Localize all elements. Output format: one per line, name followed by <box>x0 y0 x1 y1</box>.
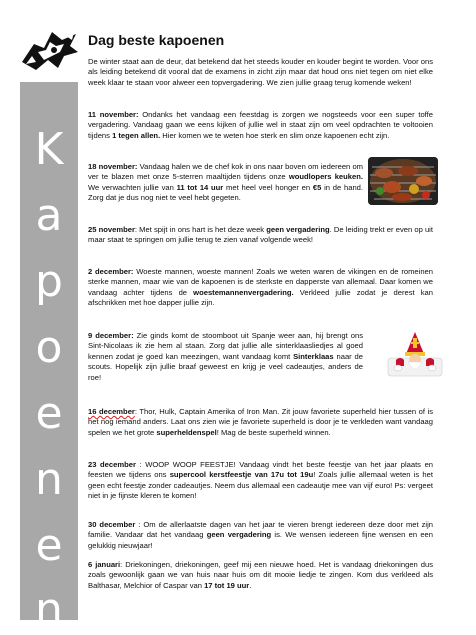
intro-text: De winter staat aan de deur, dat betekend dat het steeds kouder en kouder begint te worden. Voor ons als leiding betekend dit vooral dat de examens in zicht zijn maar dat houd ons niet tegen om niet elke week klaar te staan voor alweer een topvergadering. We zien jullie graag terug komende weken! <box>88 57 433 87</box>
entry-highlight: €5 <box>312 182 322 192</box>
sidebar-letter: n <box>35 584 63 635</box>
entry-highlight: superheldenspel <box>156 427 217 437</box>
sidebar-letter: e <box>35 520 63 571</box>
entry-text: We verwachten jullie van <box>88 182 177 192</box>
entry-jan-6 <box>88 560 433 591</box>
entry-highlight: 11 tot 14 uur <box>176 182 224 192</box>
bbq-grill-image <box>368 157 438 205</box>
sidebar-letter: p <box>35 256 63 307</box>
entry-dec-23 <box>88 460 433 502</box>
entry-date: 2 december: <box>88 267 134 276</box>
entry-text: : WOOP WOOP FEESTJE! Vandaag vindt het beste feestje van het jaar plaats en feesten we tijdens ons <box>88 460 434 480</box>
entry-text: is. We wensen iedereen fijne wensen en een gelukkig nieuwjaar! <box>88 530 433 550</box>
entry-nov-11 <box>88 110 433 141</box>
entry-date: 16 december <box>88 407 135 416</box>
sidebar-letter: n <box>35 454 63 505</box>
entry-text: Ondanks het vandaag een feestdag is zorgen we nogsteeds voor een super toffe vergadering. Vandaag gaan we eens kijken of jullie wel in staat zijn om veel opdrachten te voltooien tijdens <box>88 110 433 140</box>
entry-text: Verkleed jullie zodat je derest kan afschrikken met hoe dapper jullie zijn. <box>88 287 433 308</box>
entry-highlight: woudlopers keuken. <box>288 172 363 182</box>
sinterklaas-image <box>386 330 444 380</box>
entry-text: naar de scouts. Hopelijk zijn jullie braaf geweest en krijg je veel cadeautjes, anders de roe! <box>88 351 363 382</box>
entry-text: : Om de allerlaatste dagen van het jaar te vieren brengt iedereen deze door met zijn familie. Vandaar dat het vandaag <box>88 520 433 540</box>
entry-text: . De leiding trekt er even op uit maar staat te springen om jullie terug te zien vanaf volgende week! <box>88 225 433 245</box>
entry-text: Hier komen we te weten hoe sterk en slim onze kapoenen echt zijn. <box>160 130 390 140</box>
entry-highlight: supercool kerstfeestje van 17u tot 19u <box>169 470 314 480</box>
entry-dec-9 <box>88 331 363 383</box>
sidebar-letter: e <box>35 388 63 439</box>
entry-text: Woeste mannen, woeste mannen! Zoals we weten waren de vikingen en de romeinen sterke mannen, maar wie van de kapoenen is de sterkste en dapperste van allemaal. Daar komen we vandaag achter tijdens de <box>88 267 433 297</box>
entry-dec-16 <box>88 407 433 438</box>
entry-date: 23 december <box>88 460 136 469</box>
entry-dec-30 <box>88 520 433 551</box>
entry-date: 6 januari <box>88 560 121 569</box>
sidebar-letter: a <box>35 190 63 241</box>
entry-nov-25 <box>88 225 433 246</box>
entry-nov-18 <box>88 162 363 204</box>
intro-paragraph <box>88 57 433 88</box>
entry-text: in de hand. Zorg dat je dus nog niet te veel hebt gegeten. <box>88 182 364 203</box>
entry-text: Zie ginds komt de stoomboot uit Spanje weer aan, hij brengt ons Sint-Nicolaas ik zie hem al staan. Zorg dat jullie alle sinterklaasliedjes al goed kennen zodat je goed kan meezingen, want vandaag komt <box>88 331 363 361</box>
entry-date: 9 december: <box>88 331 134 340</box>
entry-date: 25 november <box>88 225 135 234</box>
entry-highlight: 17 tot 19 uur <box>204 580 250 590</box>
sidebar-letter: o <box>35 322 63 373</box>
entry-text: : Driekoningen, driekoningen, geef mij een nieuwe hoed. Het is vandaag driekoningen dus zoals gewoonlijk gaan we van huis naar huis om dit mooie liedje te zingen. Kom dus verkleed als Balthasar, Melchior of Caspar van <box>88 560 434 590</box>
entry-date: 30 december <box>88 520 136 529</box>
entry-text: : Thor, Hulk, Captain Amerika of Iron Man. Zit jouw favoriete superheld hier tussen of is het nog iemand anders. Laat ons zien wie je favoriete superheld is door je te verkleden want vandaag spelen we het grote <box>88 407 433 437</box>
entry-text: : Met spijt in ons hart is het deze week <box>134 225 267 234</box>
entry-highlight: Sinterklaas <box>293 351 334 361</box>
sidebar-banner <box>20 82 78 635</box>
page-title: Dag beste kapoenen <box>88 32 225 48</box>
entry-highlight: woestemannenvergadering. <box>193 287 294 297</box>
entry-date: 18 november: <box>88 162 138 171</box>
entry-text: ! Mag de beste superheld winnen. <box>216 427 331 437</box>
sidebar-letter: K <box>34 124 64 175</box>
entry-highlight: geen vergadering <box>266 225 330 234</box>
entry-dec-2 <box>88 267 433 309</box>
entry-text: ! Zoals jullie allemaal weten is het geen echt feestje zonder cadeautjes. Neem dus allemaal een cadeautje mee van vijf euro! Ps: vergeet niet in je fijnste kleren te komen! <box>88 470 433 501</box>
entry-text: . <box>249 580 252 590</box>
entry-highlight: 1 tegen allen. <box>112 130 161 140</box>
entry-highlight: geen vergadering <box>206 530 272 540</box>
scouts-logo <box>18 22 82 78</box>
entry-date: 11 november: <box>88 110 139 119</box>
entry-text: met heel veel honger en <box>223 182 313 192</box>
entry-text: Vandaag halen we de chef kok in ons naar boven om iedereen om ver te blazen met onze 5-sterren maaltijden tijdens onze <box>88 162 363 182</box>
